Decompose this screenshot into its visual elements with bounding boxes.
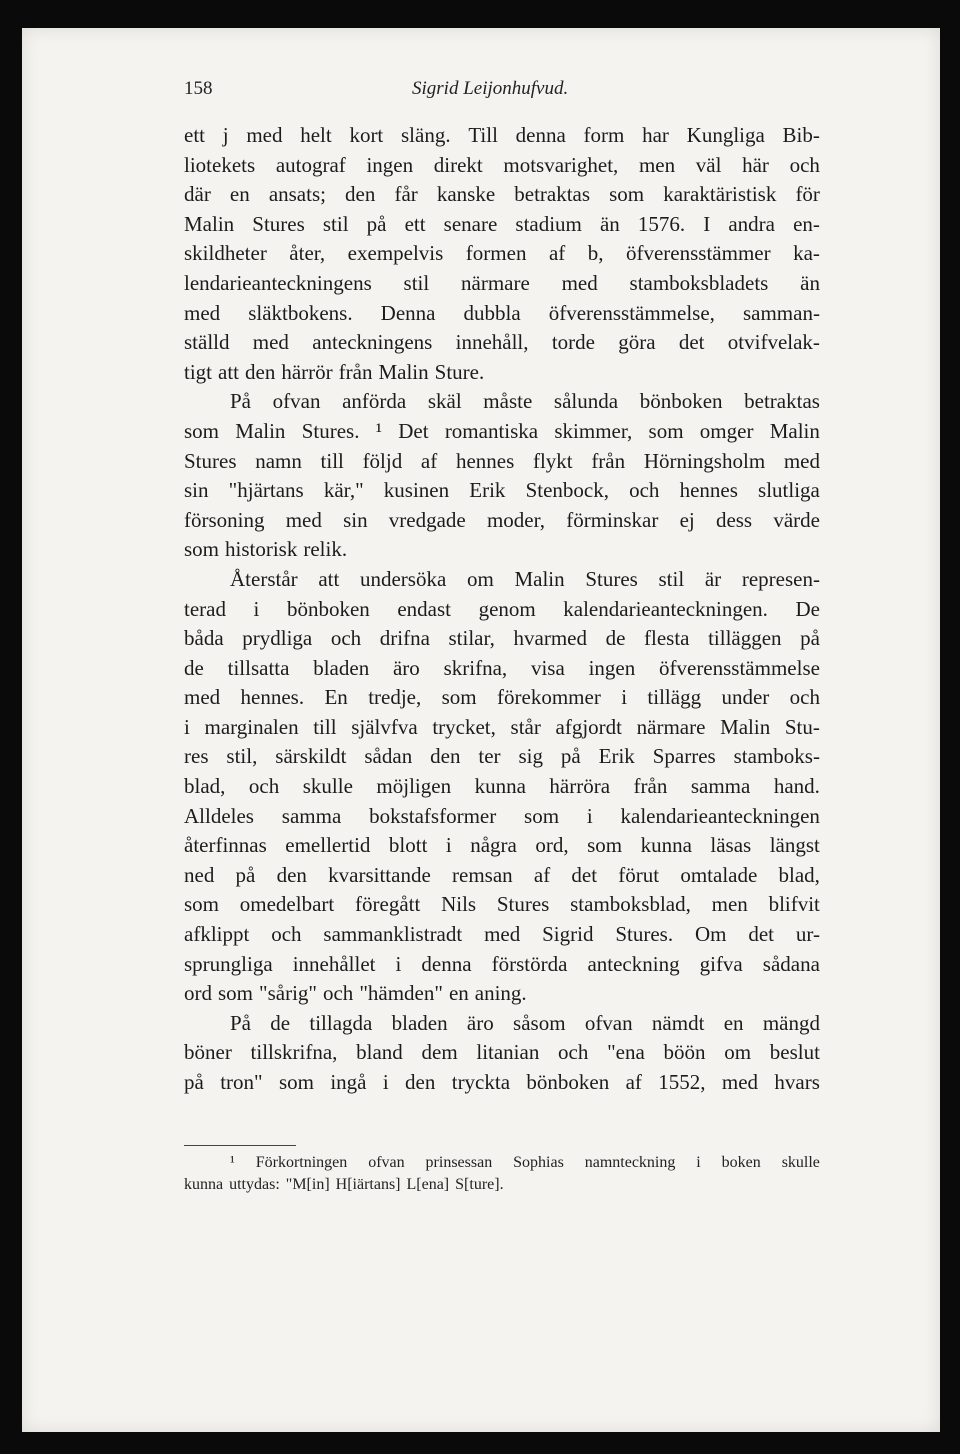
text-line: de tillsatta bladen äro skrifna, visa ingen öfverensstämmelse (184, 655, 820, 680)
text-line: På ofvan anförda skäl måste sålunda bönboken betraktas (230, 389, 820, 414)
text-line: ett j med helt kort släng. Till denna form har Kungliga Bib- (184, 123, 820, 147)
text-line: som historisk relik. (184, 537, 348, 562)
text-line: ned på den kvarsittande remsan af det förut omtalade blad, (184, 862, 820, 887)
text-line: båda prydliga och drifna stilar, hvarmed de flesta tilläggen på (184, 626, 820, 651)
page-header (184, 78, 840, 108)
text-line: liotekets autograf ingen direkt motsvarighet, men väl här och (184, 152, 820, 177)
text-line: sprungliga innehållet i denna förstörda anteckning gifva sådana (184, 951, 820, 976)
text-line: skildheter åter, exempelvis formen af b, öfverensstämmer ka- (184, 241, 820, 266)
text-line: med släktbokens. Denna dubbla öfverensstämmelse, samman- (184, 300, 820, 325)
text-line: afklippt och sammanklistradt med Sigrid Stures. Om det ur- (184, 922, 820, 947)
text-line: blad, och skulle möjligen kunna härröra från samma hand. (184, 774, 820, 799)
text-line: på tron" som ingå i den tryckta bönboken af 1552, med hvars (184, 1070, 820, 1094)
footnote (184, 1152, 820, 1196)
text-line: med hennes. En tredje, som förekommer i tillägg under och (184, 685, 820, 710)
text-line: ord som "sårig" och "hämden" en aning. (184, 981, 527, 1006)
footnote-line: ¹ Förkortningen ofvan prinsessan Sophias namnteckning i boken skulle (230, 1154, 820, 1171)
page-number: 158 (184, 78, 213, 99)
text-line: lendarieanteckningens stil närmare med stamboksbladets än (184, 270, 820, 295)
text-line: försoning med sin vredgade moder, förminskar ej dess värde (184, 507, 820, 532)
body-text (184, 121, 820, 1098)
text-line: i marginalen till självfva trycket, står afgjordt närmare Malin Stu- (184, 714, 820, 739)
text-line: Återstår att undersöka om Malin Stures stil är represen- (230, 566, 820, 591)
text-line: som Malin Stures. ¹ Det romantiska skimmer, som omger Malin (184, 418, 820, 443)
text-line: tigt att den härrör från Malin Sture. (184, 359, 485, 384)
text-line: böner tillskrifna, bland dem litanian och "ena böön om beslut (184, 1040, 820, 1065)
text-line: På de tillagda bladen äro såsom ofvan nämdt en mängd (230, 1010, 820, 1035)
text-line: res stil, särskildt sådan den ter sig på Erik Sparres stamboks- (184, 744, 820, 769)
footnote-rule (184, 1145, 296, 1146)
text-line: som omedelbart föregått Nils Stures stamboksblad, men blifvit (184, 892, 820, 917)
text-line: Stures namn till följd af hennes flykt från Hörningsholm med (184, 448, 820, 473)
text-line: terad i bönboken endast genom kalendarieanteckningen. De (184, 596, 820, 621)
text-line: sin "hjärtans kär," kusinen Erik Stenbock, och hennes slutliga (184, 478, 820, 503)
text-line: Malin Stures stil på ett senare stadium än 1576. I andra en- (184, 211, 820, 236)
footnote-line: kunna uttydas: "M[in] H[iärtans] L[ena] S[ture]. (184, 1176, 504, 1193)
running-title: Sigrid Leijonhufvud. (412, 78, 569, 99)
text-line: återfinnas emellertid blott i några ord, som kunna läsas längst (184, 833, 820, 858)
text-line: Alldeles samma bokstafsformer som i kalendarieanteckningen (184, 803, 820, 828)
text-line: ställd med anteckningens innehåll, torde göra det otvifvelak- (184, 330, 820, 355)
text-line: där en ansats; den får kanske betraktas som karaktäristisk för (184, 182, 820, 207)
